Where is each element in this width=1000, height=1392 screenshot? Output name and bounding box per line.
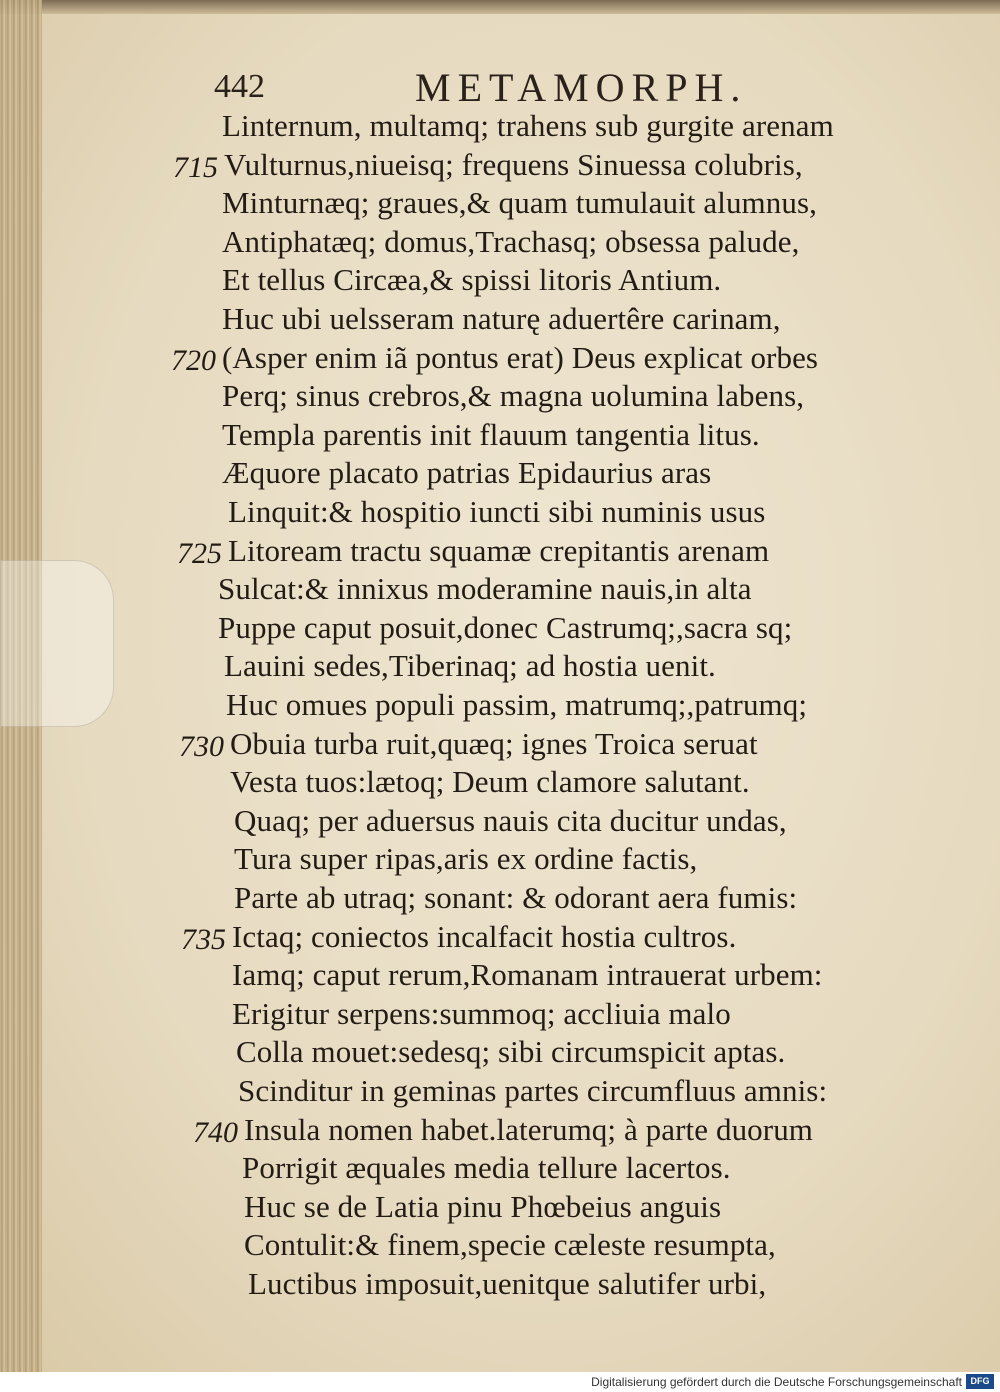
verse-line <box>0 648 1000 686</box>
verse-line <box>0 1073 1000 1111</box>
footer-bar <box>0 1372 1000 1392</box>
verse-line <box>0 147 1000 185</box>
verse-text: Æquore placato patrias Epidaurius aras <box>222 455 712 491</box>
verse-text: Insula nomen habet.laterumq; à parte duorum <box>244 1111 814 1147</box>
verse-text: Puppe caput posuit,donec Castrumq;,sacra sq; <box>218 609 793 645</box>
verse-text: Huc omues populi passim, matrumq;,patrumq; <box>226 687 808 722</box>
verse-line <box>0 1227 1000 1265</box>
verse-text: Templa parentis init flauum tangentia litus. <box>222 416 760 452</box>
dfg-logo: DFG <box>966 1374 994 1389</box>
verse-line <box>0 262 1000 300</box>
page-number: 442 <box>214 68 265 105</box>
verse-text: Porrigit æquales media tellure lacertos. <box>242 1150 731 1186</box>
verse-line <box>0 880 1000 918</box>
verse-line <box>0 687 1000 725</box>
verse-text: Contulit:& finem,specie cæleste resumpta, <box>244 1227 776 1263</box>
verse-line <box>0 764 1000 802</box>
page-top-edge <box>0 0 1000 14</box>
verse-text: Huc ubi uelsseram naturę aduertêre carinam, <box>222 301 781 336</box>
verse-text: Quaq; per aduersus nauis cita ducitur undas, <box>234 802 787 838</box>
verse-line <box>0 1150 1000 1188</box>
verse-text: Vulturnus,niueisq; frequens Sinuessa colubris, <box>224 146 803 182</box>
verse-text: Scinditur in geminas partes circumfluus amnis: <box>238 1073 828 1108</box>
verse-text: Lauini sedes,Tiberinaq; ad hostia uenit. <box>224 648 716 684</box>
verse-line <box>0 996 1000 1034</box>
verse-text: Huc se de Latia pinu Phœbeius anguis <box>244 1188 722 1224</box>
verse-line <box>0 726 1000 764</box>
verse-text: Colla mouet:sedesq; sibi circumspicit aptas. <box>236 1034 786 1070</box>
verse-text: Parte ab utraq; sonant: & odorant aera fumis: <box>234 880 798 915</box>
verse-line <box>0 108 1000 146</box>
verse-line <box>0 803 1000 841</box>
verse-text: Obuia turba ruit,quæq; ignes Troica seruat <box>230 725 758 761</box>
verse-line <box>0 841 1000 879</box>
verse-line <box>0 1112 1000 1150</box>
verse-line <box>0 340 1000 378</box>
verse-text: Minturnæq; graues,& quam tumulauit alumnus, <box>222 185 817 221</box>
verse-text: Sulcat:& innixus moderamine nauis,in alta <box>218 571 752 607</box>
verse-line <box>0 1189 1000 1227</box>
verse-text: Erigitur serpens:summoq; accliuia malo <box>232 995 731 1031</box>
verse-line <box>0 957 1000 995</box>
verse-line <box>0 571 1000 609</box>
line-number: 735 <box>181 922 226 956</box>
verse-line <box>0 455 1000 493</box>
verse-text: Et tellus Circæa,& spissi litoris Antium. <box>222 262 722 298</box>
verse-text: Linternum, multamq; trahens sub gurgite arenam <box>222 108 834 143</box>
verse-text: Ictaq; coniectos incalfacit hostia cultros. <box>232 918 737 954</box>
verse-text: Linquit:& hospitio iuncti sibi numinis usus <box>228 494 766 529</box>
verse-line <box>0 224 1000 262</box>
verse-line <box>0 378 1000 416</box>
line-number: 715 <box>173 150 218 184</box>
verse-line <box>0 533 1000 571</box>
footer-credit: Digitalisierung gefördert durch die Deutsche Forschungsgemeinschaft <box>591 1375 962 1389</box>
verse-text: Perq; sinus crebros,& magna uolumina labens, <box>222 378 805 414</box>
page-header <box>0 64 1000 114</box>
line-number: 720 <box>171 343 216 377</box>
running-title: METAMORPH. <box>415 65 748 110</box>
verse-line <box>0 185 1000 223</box>
line-number: 740 <box>193 1115 238 1149</box>
verse-text: Litoream tractu squamæ crepitantis arenam <box>228 532 770 568</box>
verse-line <box>0 494 1000 532</box>
verse-text: Luctibus imposuit,uenitque salutifer urbi, <box>248 1266 767 1301</box>
verse-line <box>0 417 1000 455</box>
verse-line <box>0 301 1000 339</box>
verse-text: Tura super ripas,aris ex ordine factis, <box>234 841 698 877</box>
verse-text: Antiphatæq; domus,Trachasq; obsessa palude, <box>222 223 800 259</box>
line-number: 725 <box>177 536 222 570</box>
verse-line <box>0 919 1000 957</box>
verse-line <box>0 610 1000 648</box>
verse-line <box>0 1266 1000 1304</box>
verse-line <box>0 1034 1000 1072</box>
verse-text: Iamq; caput rerum,Romanam intrauerat urbem: <box>232 957 823 993</box>
verse-text: (Asper enim iã pontus erat) Deus explicat orbes <box>222 339 819 375</box>
verse-text: Vesta tuos:lætoq; Deum clamore salutant. <box>230 764 750 800</box>
line-number: 730 <box>179 729 224 763</box>
